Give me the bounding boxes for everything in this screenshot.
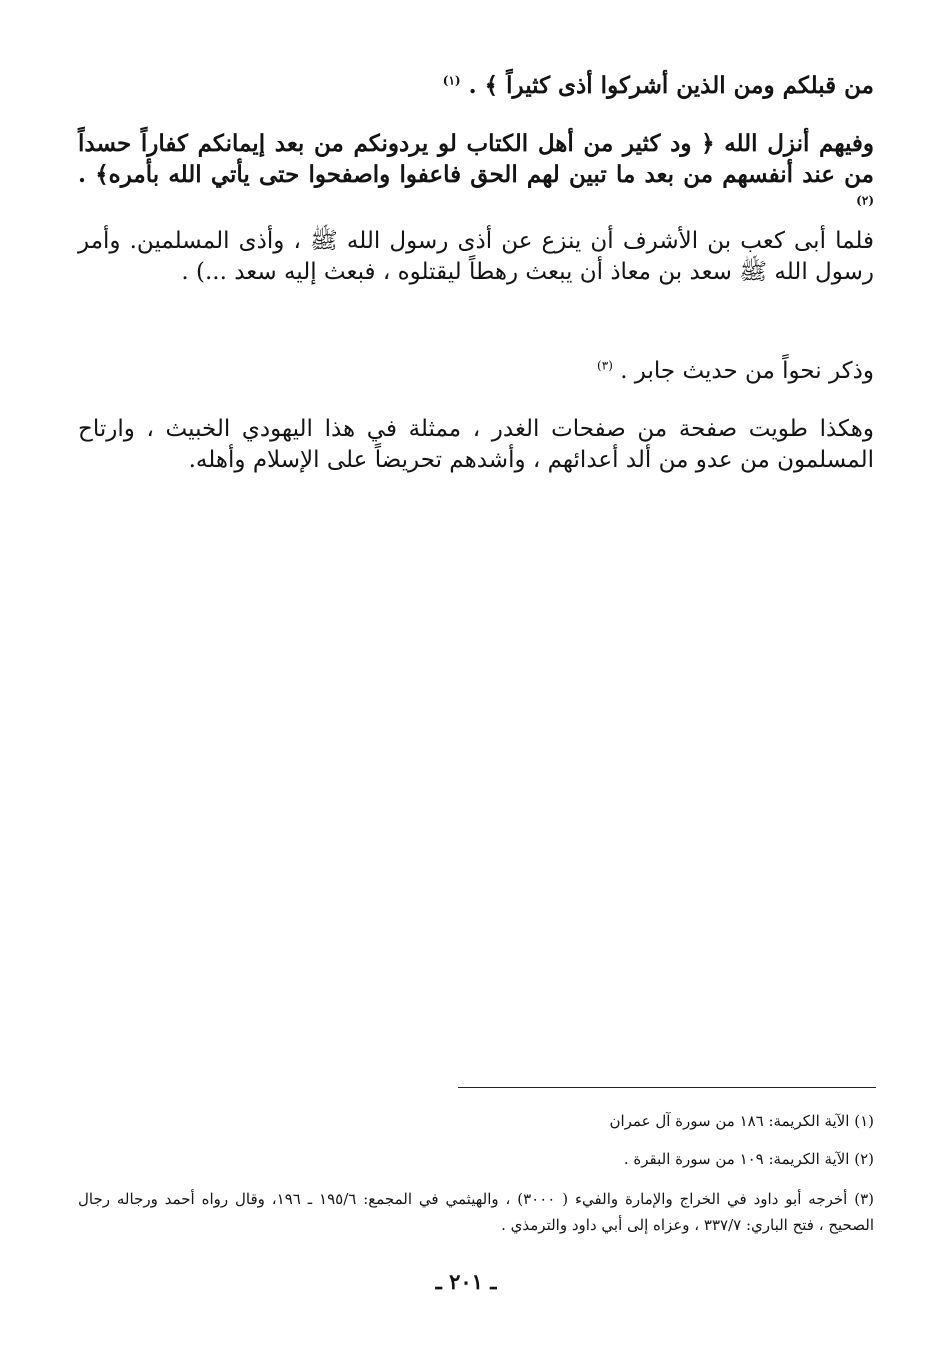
paragraph-2 [78,128,874,221]
paragraph-5-text: وهكذا طويت صفحة من صفحات الغدر ، ممثلة في هذا اليهودي الخبيث ، وارتاح المسلمون من عدو من ألد أعدائهم ، وأشدهم تحريضاً على الإسلام وأهله. [78,416,874,473]
page-number: ـ ٢٠١ ـ [435,1269,497,1294]
footnote-1: (١) الآية الكريمة: ١٨٦ من سورة آل عمران [609,1112,874,1130]
paragraph-3 [78,226,874,288]
paragraph-4-text: وذكر نحواً من حديث جابر . [620,358,874,384]
paragraph-3-text: فلما أبى كعب بن الأشرف أن ينزع عن أذى رسول الله ﷺ ، وأذى المسلمين. وأمر رسول الله ﷺ سعد بن معاذ أن يبعث رهطاً ليقتلوه ، فبعث إليه سعد ...) . [78,228,874,285]
footnote-ref-1: (١) [442,73,461,88]
footnote-ref-3: (٣) [597,358,613,373]
paragraph-1 [78,70,874,101]
paragraph-1-text: من قبلكم ومن الذين أشركوا أذى كثيراً ﴾ . [468,72,874,99]
paragraph-4 [78,356,874,387]
footnote-divider [458,1087,876,1088]
footnote-ref-2: (٢) [856,193,874,208]
footnote-2: (٢) الآية الكريمة: ١٠٩ من سورة البقرة . [623,1150,874,1168]
footnote-3: (٣) أخرجه أبو داود في الخراج والإمارة والفيء ( ٣٠٠٠) ، والهيثمي في المجمع: ١٩٥/٦ ـ ١٩٦، وقال رواه أحمد ورجاله رجال الصحيح ، فتح الباري: ٣٣٧/٧ ، وعزاه إلى أبي داود والترمذي . [78,1190,874,1234]
paragraph-5 [78,414,874,476]
paragraph-2-text: وفيهم أنزل الله ﴿ ود كثير من أهل الكتاب لو يردونكم من بعد إيمانكم كفاراً حسداً من عند أنفسهم من بعد ما تبين لهم الحق فاعفوا واصفحوا حتى يأتي الله بأمره﴾ . [78,130,874,188]
